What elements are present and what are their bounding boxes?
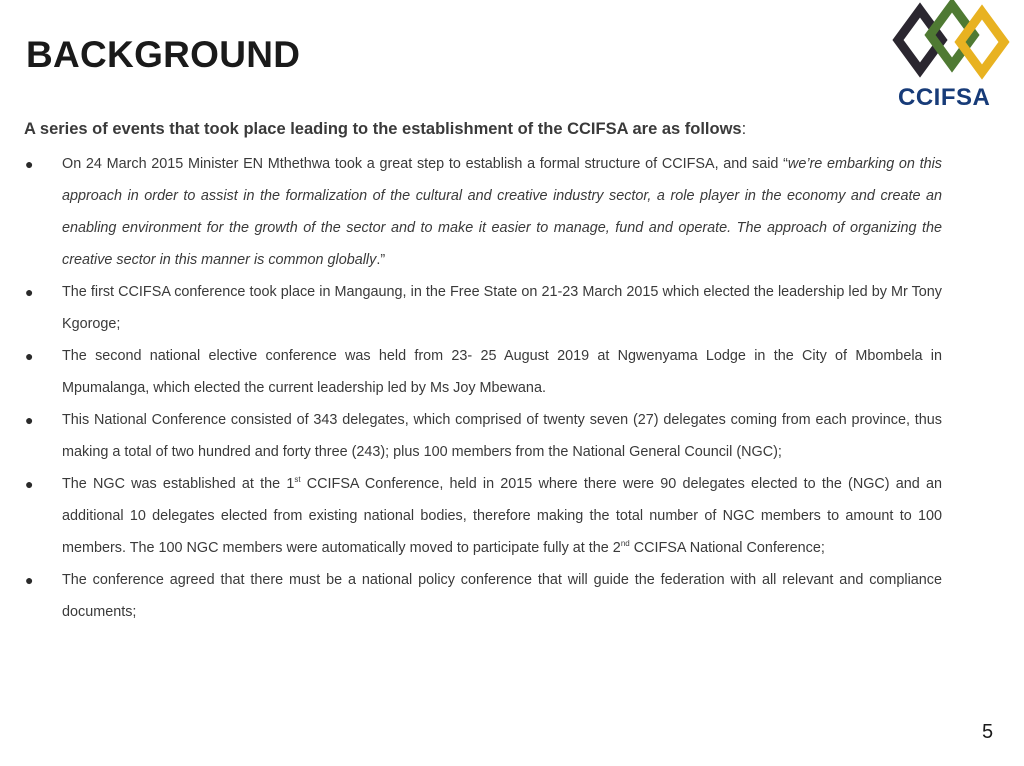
event-text-part: .” — [376, 252, 386, 268]
bullet-icon: ● — [25, 572, 34, 588]
event-text: This National Conference consisted of 343 delegates, which comprised of twenty seven (27) delegates coming from each province, thus making a total of two hundred and forty three (243); plus 100 members from the National General Council (NGC); — [62, 412, 942, 460]
intro-heading — [24, 120, 964, 139]
list-item-delegates — [0, 404, 942, 468]
interlocking-diamonds-logo-icon — [890, 0, 1014, 84]
events-list — [0, 148, 1000, 628]
list-item-policy-conference — [0, 564, 942, 628]
ordinal-suffix: st — [294, 475, 301, 485]
event-text-part: On 24 March 2015 Minister EN Mthethwa took a great step to establish a formal structure of CCIFSA, and said “ — [62, 156, 788, 172]
event-text: The second national elective conference was held from 23- 25 August 2019 at Ngwenyama Lodge in the City of Mbombela in Mpumalanga, which elected the current leadership led by Ms Joy Mbewana. — [62, 348, 942, 396]
intro-text: A series of events that took place leading to the establishment of the CCIFSA are as follows — [24, 120, 742, 138]
bullet-icon: ● — [25, 412, 34, 428]
list-item-first-conference — [0, 276, 942, 340]
slide-title: BACKGROUND — [26, 34, 301, 75]
ordinal-suffix: nd — [620, 539, 630, 549]
intro-colon: : — [741, 120, 747, 138]
ccifsa-logo — [886, 0, 1016, 112]
bullet-icon: ● — [25, 156, 34, 172]
list-item-ngc — [0, 468, 942, 564]
list-item-second-conference — [0, 340, 942, 404]
bullet-icon: ● — [25, 348, 34, 364]
list-item-minister-announcement — [0, 148, 942, 276]
page-number: 5 — [982, 721, 994, 743]
bullet-icon: ● — [25, 284, 34, 300]
event-text-part: CCIFSA National Conference; — [629, 540, 825, 556]
minister-quote: we’re embarking on this approach in order to assist in the formalization of the cultural and creative industry sector, a role player in the economy and create an enabling environment for the growth of the sector and to make it easier to manage, fund and operate. The approach of organizing the creative sector in this manner is common globally — [62, 156, 943, 268]
logo-wordmark: CCIFSA — [898, 84, 991, 111]
bullet-icon: ● — [25, 476, 34, 492]
event-text-part: The NGC was established at the 1 — [62, 476, 295, 492]
event-text-part: CCIFSA Conference, held in 2015 where there were 90 delegates elected to the (NGC) and an additional 10 delegates elected from existing national bodies, therefore making the total number of NGC members to amount to 100 members. The 100 NGC members were automatically moved to participate fully at the 2 — [62, 476, 942, 556]
event-text: The first CCIFSA conference took place in Mangaung, in the Free State on 21-23 March 2015 which elected the leadership led by Mr Tony Kgoroge; — [62, 284, 942, 332]
event-text: The conference agreed that there must be a national policy conference that will guide the federation with all relevant and compliance documents; — [62, 572, 942, 620]
